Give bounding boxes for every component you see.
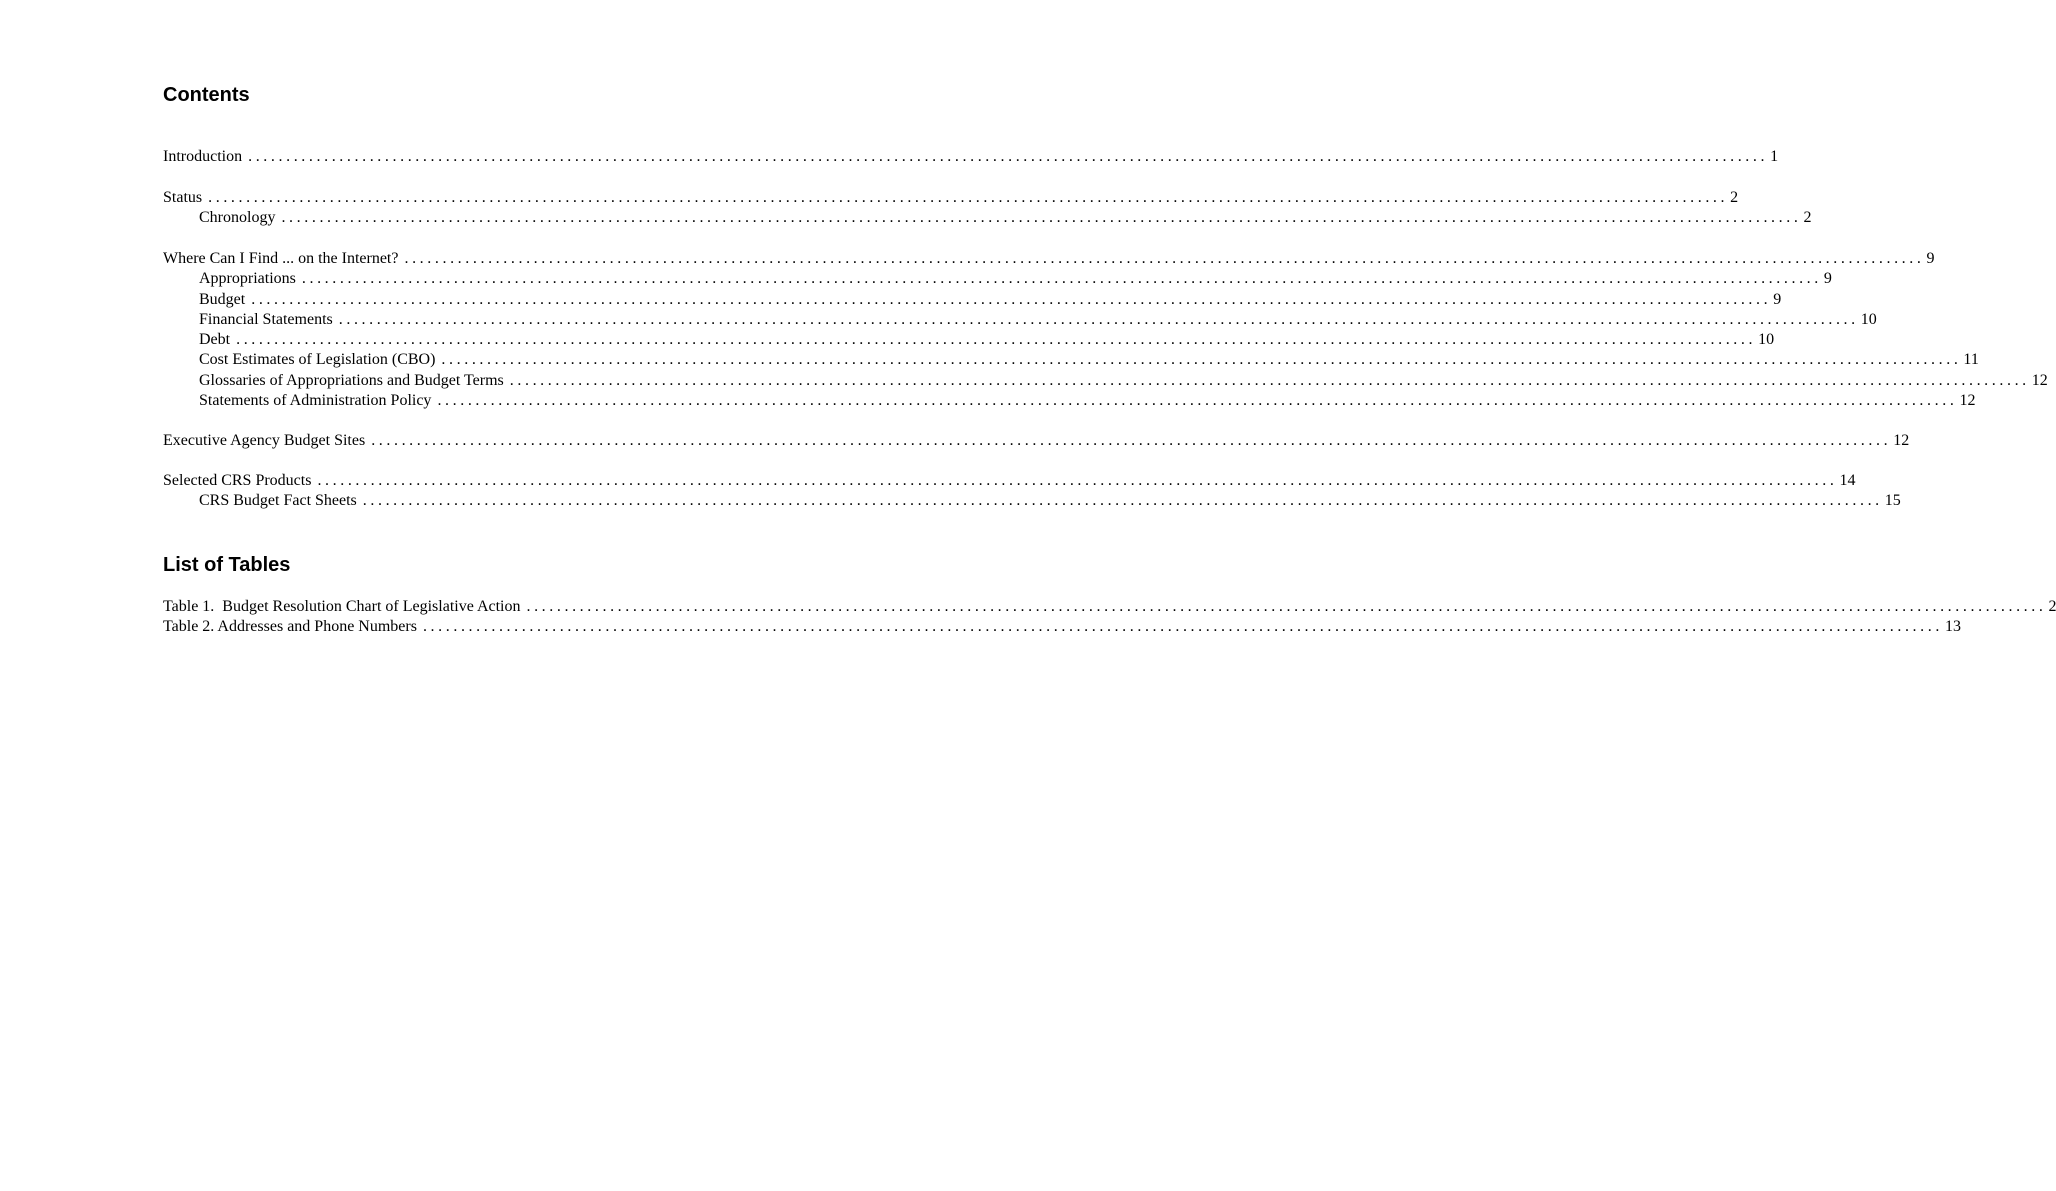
toc-entry-budget[interactable] <box>163 290 1782 310</box>
dot-leader: ........................................................................................................................................................................................................ <box>208 189 1729 206</box>
dot-leader: ........................................................................................................................................................................................................ <box>281 209 1802 227</box>
toc-entry-title: Financial Statements <box>199 310 333 328</box>
contents-list-status <box>163 188 1812 229</box>
dot-leader: ........................................................................................................................................................................................................ <box>371 432 1892 449</box>
toc-entry-page: 9 <box>1926 250 1935 267</box>
toc-entry-selected-crs-products[interactable] <box>163 471 1856 491</box>
dot-leader: ........................................................................................................................................................................................................ <box>236 331 1757 349</box>
table-entry-2[interactable] <box>163 617 1961 637</box>
dot-leader: ........................................................................................................................................................................................................ <box>338 310 1859 328</box>
toc-entry-page: 11 <box>1963 351 1979 369</box>
table-entry-1[interactable] <box>163 597 2056 617</box>
dot-leader: ........................................................................................................................................................................................................ <box>441 351 1962 369</box>
dot-leader: ........................................................................................................................................................................................................ <box>251 290 1772 308</box>
toc-entry-introduction[interactable] <box>163 147 1779 167</box>
toc-entry-where-can-i-find[interactable] <box>163 249 1935 269</box>
toc-entry-title: Where Can I Find ... on the Internet? <box>163 250 399 267</box>
toc-entry-title: Selected CRS Products <box>163 472 312 489</box>
toc-entry-title: Statements of Administration Policy <box>199 392 432 410</box>
toc-entry-title: Glossaries of Appropriations and Budget Terms <box>199 371 504 389</box>
toc-entry-title: Budget <box>199 290 246 308</box>
dot-leader: ........................................................................................................................................................................................................ <box>317 472 1838 489</box>
toc-entry-page: 12 <box>2031 371 2048 389</box>
toc-entry-status[interactable] <box>163 188 1739 208</box>
toc-entry-chronology[interactable] <box>163 208 1812 228</box>
toc-entry-statements-of-administration-policy[interactable] <box>163 391 1976 411</box>
toc-entry-page: 9 <box>1773 290 1782 308</box>
toc-entry-page: 14 <box>1839 472 1856 489</box>
contents-list-agency <box>163 431 1910 451</box>
toc-entry-glossaries[interactable] <box>163 371 2048 391</box>
list-of-tables <box>163 597 2056 638</box>
toc-entry-title: Cost Estimates of Legislation (CBO) <box>199 351 436 369</box>
contents-list-internet <box>163 249 2048 411</box>
toc-entry-title: Chronology <box>199 209 276 227</box>
dot-leader: ........................................................................................................................................................................................................ <box>509 371 2030 389</box>
toc-entry-title: Introduction <box>163 148 243 165</box>
toc-entry-debt[interactable] <box>163 330 1775 350</box>
toc-entry-title: Executive Agency Budget Sites <box>163 432 366 449</box>
toc-entry-financial-statements[interactable] <box>163 310 1877 330</box>
toc-entry-title: Appropriations <box>199 270 296 288</box>
table-entry-title: Table 1. Budget Resolution Chart of Legislative Action <box>163 598 521 615</box>
toc-entry-page: 10 <box>1860 310 1877 328</box>
toc-entry-page: 2 <box>1803 209 1812 227</box>
toc-entry-appropriations[interactable] <box>163 269 1832 289</box>
toc-entry-page: 9 <box>1823 270 1832 288</box>
table-entry-page: 2 <box>2048 598 2056 615</box>
toc-entry-cost-estimates[interactable] <box>163 350 1979 370</box>
toc-entry-page: 1 <box>1770 148 1779 165</box>
dot-leader: ........................................................................................................................................................................................................ <box>404 250 1925 267</box>
toc-entry-title: Debt <box>199 331 231 349</box>
toc-entry-page: 12 <box>1959 392 1976 410</box>
contents-list-crs <box>163 471 1901 512</box>
dot-leader: ........................................................................................................................................................................................................ <box>422 618 1943 636</box>
toc-entry-crs-budget-fact-sheets[interactable] <box>163 491 1901 511</box>
dot-leader: ........................................................................................................................................................................................................ <box>437 392 1958 410</box>
contents-heading: Contents <box>163 84 250 106</box>
table-entry-page: 13 <box>1944 618 1961 636</box>
toc-entry-page: 10 <box>1758 331 1775 349</box>
dot-leader: ........................................................................................................................................................................................................ <box>301 270 1822 288</box>
dot-leader: ........................................................................................................................................................................................................ <box>362 492 1883 510</box>
dot-leader: ........................................................................................................................................................................................................ <box>526 598 2047 615</box>
table-entry-title: Table 2. Addresses and Phone Numbers <box>163 618 417 636</box>
toc-entry-page: 2 <box>1730 189 1739 206</box>
toc-entry-page: 15 <box>1884 492 1901 510</box>
list-of-tables-heading: List of Tables <box>163 554 291 576</box>
contents-list <box>163 147 1779 167</box>
dot-leader: ........................................................................................................................................................................................................ <box>248 148 1769 165</box>
toc-entry-executive-agency-budget-sites[interactable] <box>163 431 1910 451</box>
toc-entry-page: 12 <box>1893 432 1910 449</box>
toc-entry-title: Status <box>163 189 203 206</box>
toc-entry-title: CRS Budget Fact Sheets <box>199 492 357 510</box>
